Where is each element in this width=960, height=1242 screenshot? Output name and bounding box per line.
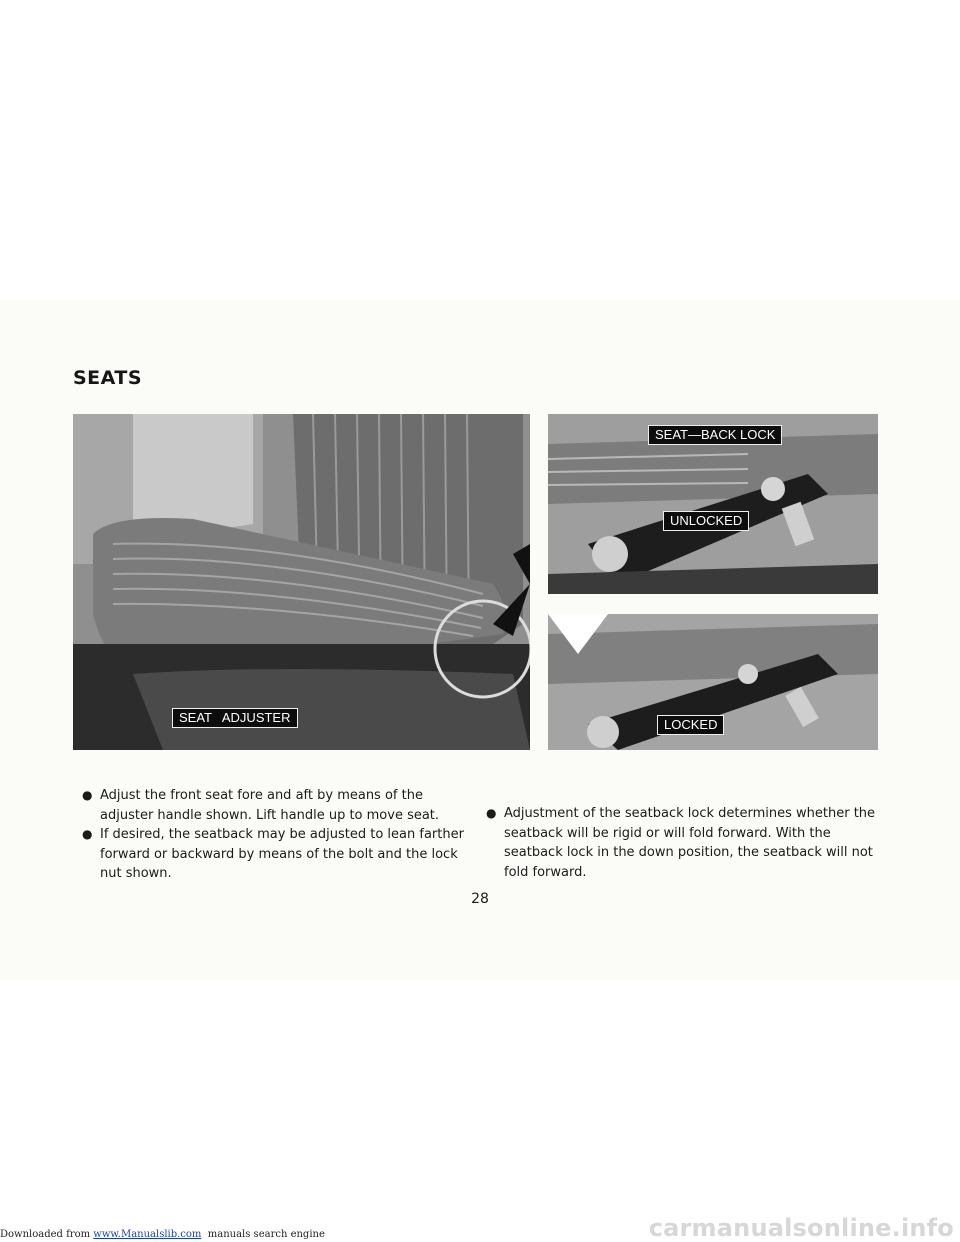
seatback-unlocked-photo (548, 414, 878, 594)
right-text-column (490, 804, 885, 882)
footer-prefix: Downloaded from (0, 1229, 94, 1240)
manualslib-link[interactable]: www.Manualslib.com (93, 1229, 202, 1240)
bullet-paragraph: ● Adjust the front seat fore and aft by means of the adjuster handle shown. Lift handle up to move seat. (86, 786, 464, 825)
bullet-paragraph: ● If desired, the seatback may be adjusted to lean farther forward or backward by means of the bolt and the lock nut shown. (86, 825, 464, 884)
seat-photo-illustration (73, 414, 530, 750)
left-text-column (86, 786, 464, 884)
locked-label: LOCKED (657, 715, 724, 735)
watermark-text: carmanualsonline.info (648, 1214, 954, 1242)
unlocked-label: UNLOCKED (663, 511, 749, 531)
seat-adjuster-label: SEAT ADJUSTER (172, 708, 298, 728)
seat-photo (73, 414, 530, 750)
footer-suffix: manuals search engine (201, 1229, 325, 1240)
page-heading: SEATS (73, 367, 143, 389)
download-footer (0, 1229, 325, 1240)
seatback-locked-photo (548, 614, 878, 750)
page-number: 28 (471, 891, 489, 907)
bullet-paragraph: ● Adjustment of the seatback lock determines whether the seatback will be rigid or will fold forward. With the seatback lock in the down position, the seatback will not fold forward. (490, 804, 885, 882)
seat-back-lock-label: SEAT—BACK LOCK (648, 425, 782, 445)
